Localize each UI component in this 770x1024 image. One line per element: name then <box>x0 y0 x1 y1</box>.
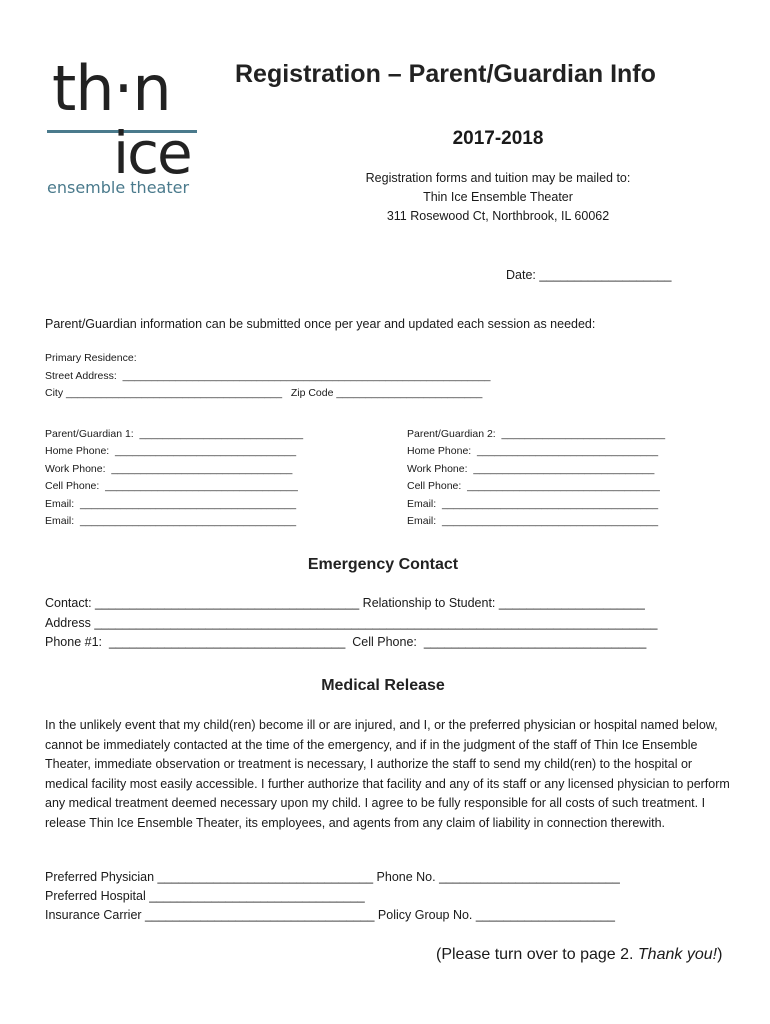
guardian2-email2-field[interactable]: Email: _____________________________________ <box>407 515 659 527</box>
medical-heading: Medical Release <box>321 677 445 694</box>
logo-subtitle: ensemble theater <box>47 178 190 197</box>
turn-over-close: ) <box>717 946 723 963</box>
emergency-contact-field[interactable]: Contact: ______________________________________ Relationship to Student: _____________________ <box>45 596 645 610</box>
residence-heading: Primary Residence: <box>45 352 137 364</box>
guardian1-cell-phone-field[interactable]: Cell Phone: _________________________________ <box>45 480 298 492</box>
guardian2-email1-field[interactable]: Email: _____________________________________ <box>407 498 659 510</box>
guardian1-home-phone-field[interactable]: Home Phone: _______________________________ <box>45 445 297 457</box>
page-title: Registration – Parent/Guardian Info <box>235 60 656 88</box>
intro-text: Parent/Guardian information can be submitted once per year and updated each session as needed: <box>45 317 596 331</box>
school-year: 2017-2018 <box>452 128 544 149</box>
medical-release-paragraph: In the unlikely event that my child(ren) become ill or are injured, and I, or the preferred physician or hospital named below, cannot be immediately contacted at the time of the emergency, and if in the judgment of the staff of Thin Ice Ensemble Theater, immediate observation or treatment is necessary, I authorize the staff to send my child(ren) to the hospital or medical facility most easily accessible. I further authorize that facility and any of its staff or any licensed physician to perform any medical treatment deemed necessary upon my child. I agree to be fully responsible for all costs of such treatment. I release Thin Ice Ensemble Theater, its employees, and agents from any claim of liability in connection therewith. <box>45 718 730 830</box>
logo-bottom-text: ice <box>113 119 191 187</box>
preferred-hospital-field[interactable]: Preferred Hospital _______________________________ <box>45 889 365 903</box>
street-address-field[interactable]: Street Address: _______________________________________________________________ <box>45 370 491 382</box>
guardian1-email1-field[interactable]: Email: _____________________________________ <box>45 498 297 510</box>
mail-line-1: Registration forms and tuition may be mailed to: <box>365 171 631 185</box>
thank-you-text: Thank you! <box>637 946 718 963</box>
turn-over-text: (Please turn over to page 2. <box>436 946 638 963</box>
emergency-phones-field[interactable]: Phone #1: __________________________________ Cell Phone: ________________________________ <box>45 635 647 649</box>
emergency-address-field[interactable]: Address _________________________________________________________________________________ <box>45 616 658 630</box>
guardian1-work-phone-field[interactable]: Work Phone: _______________________________ <box>45 463 293 475</box>
mail-line-3: 311 Rosewood Ct, Northbrook, IL 60062 <box>386 209 610 223</box>
guardian1-name-field[interactable]: Parent/Guardian 1: ____________________________ <box>45 428 304 440</box>
city-zip-field[interactable]: City _____________________________________ Zip Code _________________________ <box>45 387 483 399</box>
emergency-heading: Emergency Contact <box>307 556 459 573</box>
guardian1-email2-field[interactable]: Email: _____________________________________ <box>45 515 297 527</box>
date-field[interactable]: Date: ___________________ <box>506 268 672 282</box>
guardian2-name-field[interactable]: Parent/Guardian 2: ____________________________ <box>407 428 666 440</box>
insurance-carrier-field[interactable]: Insurance Carrier _________________________________ Policy Group No. ____________________ <box>45 908 615 922</box>
mail-line-2: Thin Ice Ensemble Theater <box>423 190 573 204</box>
logo-top-text: th·n <box>52 52 171 125</box>
guardian2-cell-phone-field[interactable]: Cell Phone: _________________________________ <box>407 480 660 492</box>
guardian2-home-phone-field[interactable]: Home Phone: _______________________________ <box>407 445 659 457</box>
turn-over-note <box>436 946 722 964</box>
preferred-physician-field[interactable]: Preferred Physician _______________________________ Phone No. __________________________ <box>45 870 620 884</box>
guardian2-work-phone-field[interactable]: Work Phone: _______________________________ <box>407 463 655 475</box>
